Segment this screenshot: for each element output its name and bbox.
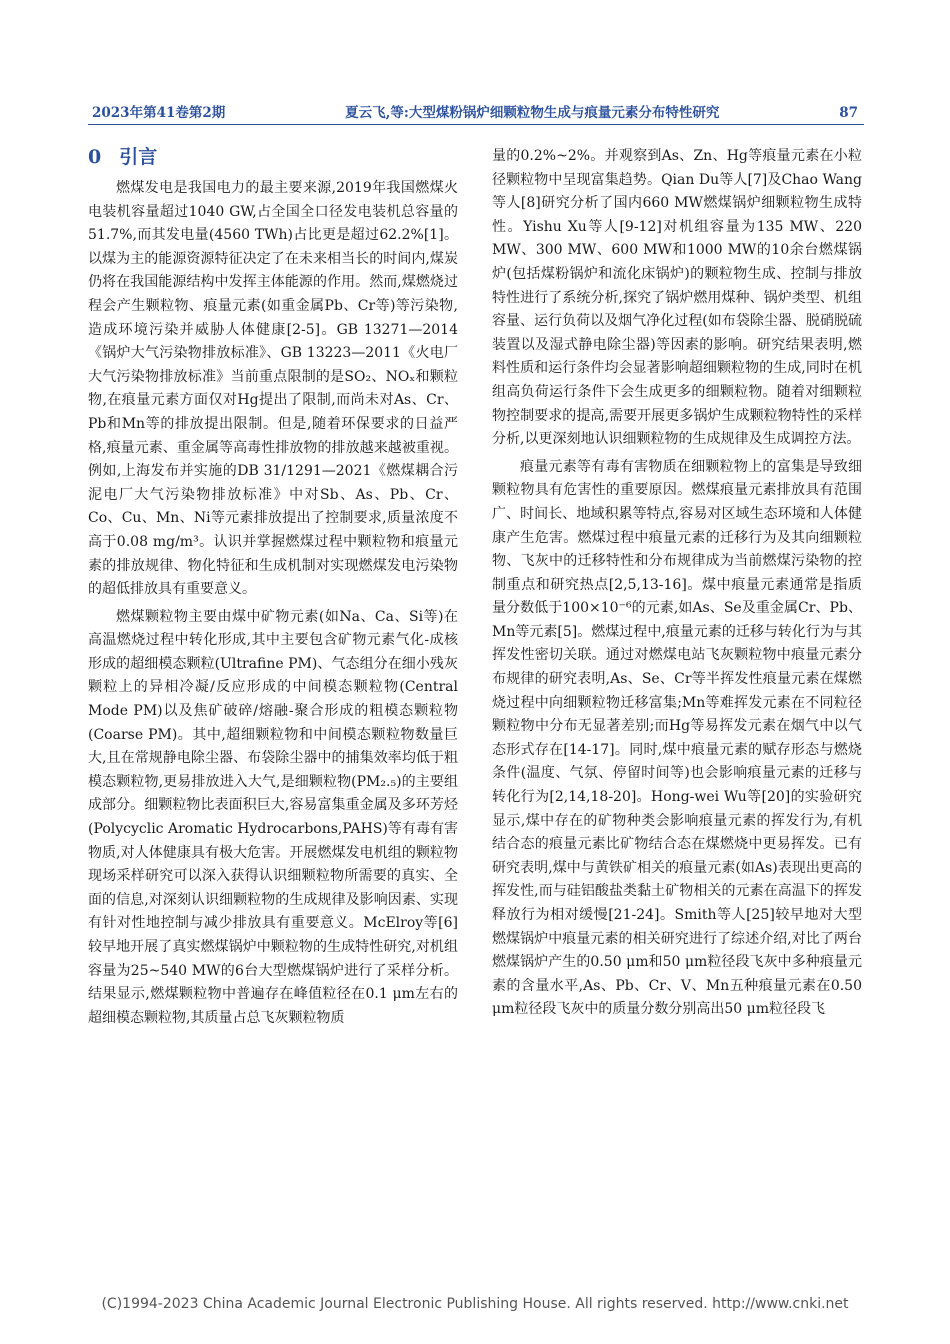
header-rule	[88, 124, 864, 125]
section-heading	[88, 145, 458, 169]
page-number: 87	[839, 105, 858, 121]
running-title: 夏云飞,等:大型煤粉锅炉细颗粒物生成与痕量元素分布特性研究	[345, 105, 720, 121]
journal-issue: 2023年第41卷第2期	[92, 105, 226, 121]
paragraph: 痕量元素等有毒有害物质在细颗粒物上的富集是导致细颗粒物具有危害性的重要原因。燃煤痕量元素排放具有范围广、时间长、地域积累等特点,容易对区域生态环境和人体健康产生危害。燃煤过程中痕量元素的迁移行为及其向细颗粒物、飞灰中的迁移特性和分布规律成为当前燃煤污染物的控制重点和研究热点[2,5,13-16]。煤中痕量元素通常是指质量分数低于100×10⁻⁶的元素,如As、Se及重金属Cr、Pb、Mn等元素[5]。燃煤过程中,痕量元素的迁移与转化行为与其挥发性密切关联。通过对燃煤电站飞灰颗粒物中痕量元素分布规律的研究表明,As、Se、Cr等半挥发性痕量元素在煤燃烧过程中向细颗粒物迁移富集;Mn等难挥发元素在不同粒径颗粒物中分布无显著差别;而Hg等易挥发元素在烟气中以气态形式存在[14-17]。同时,煤中痕量元素的赋存形态与燃烧条件(温度、气氛、停留时间等)也会影响痕量元素的迁移与转化行为[2,14,18-20]。Hong-wei Wu等[20]的实验研究显示,煤中存在的矿物种类会影响痕量元素的挥发行为,有机结合态的痕量元素比矿物结合态在煤燃烧中更易挥发。已有研究表明,煤中与黄铁矿相关的痕量元素(如As)表现出更高的挥发性,而与硅铝酸盐类黏土矿物相关的元素在高温下的挥发释放行为相对缓慢[21-24]。Smith等人[25]较早地对大型燃煤锅炉中痕量元素的相关研究进行了综述介绍,对比了两台燃煤锅炉产生的0.50 μm和50 μm粒径段飞灰中多种痕量元素的含量水平,As、Pb、Cr、V、Mn五种痕量元素在0.50 μm粒径段飞灰中的质量分数分别高出50 μm粒径段飞	[492, 458, 862, 1018]
copyright-footer: (C)1994-2023 China Academic Journal Electronic Publishing House. All rights reserved. http://www.cnki.net	[101, 1296, 849, 1312]
running-header	[92, 97, 858, 121]
left-column	[88, 145, 458, 1034]
paragraph: 燃煤颗粒物主要由煤中矿物元素(如Na、Ca、Si等)在高温燃烧过程中转化形成,其中主要包含矿物元素气化-成核形成的超细模态颗粒(Ultrafine PM)、气态组分在细小残灰颗粒上的异相冷凝/反应形成的中间模态颗粒物(Central Mode PM)以及焦矿破碎/熔融-聚合形成的粗模态颗粒物(Coarse PM)。其中,超细颗粒物和中间模态颗粒物数量巨大,且在常规静电除尘器、布袋除尘器中的捕集效率均低于粗模态颗粒物,更易排放进入大气,是细颗粒物(PM₂.₅)的主要组成部分。细颗粒物比表面积巨大,容易富集重金属及多环芳烃(Polycyclic Aromatic Hydrocarbons,PAHS)等有毒有害物质,对人体健康具有极大危害。开展燃煤发电机组的颗粒物现场采样研究可以深入获得认识细颗粒物所需要的真实、全面的信息,对深刻认识细颗粒物的生成规律及影响因素、实现有针对性地控制与减少排放具有重要意义。McElroy等[6]较早地开展了真实燃煤锅炉中颗粒物的生成特性研究,对机组容量为25~540 MW的6台大型燃煤锅炉进行了采样分析。结果显示,燃煤颗粒物中普遍存在峰值粒径在0.1 μm左右的超细模态颗粒物,其质量占总飞灰颗粒物质	[88, 608, 458, 1026]
section-title: 引言	[119, 146, 158, 168]
paragraph-continued: 量的0.2%~2%。并观察到As、Zn、Hg等痕量元素在小粒径颗粒物中呈现富集趋势。Qian Du等人[7]及Chao Wang等人[8]研究分析了国内660 MW燃煤锅炉细颗粒物生成特性。Yishu Xu等人[9-12]对机组容量为135 MW、220 MW、300 MW、600 MW和1000 MW的10余台燃煤锅炉(包括煤粉锅炉和流化床锅炉)的颗粒物生成、控制与排放特性进行了系统分析,探究了锅炉燃用煤种、锅炉类型、机组容量、运行负荷以及烟气净化过程(如布袋除尘器、脱硝脱硫装置以及湿式静电除尘器)等因素的影响。研究结果表明,燃料性质和运行条件均会显著影响超细颗粒物的生成,同时在机组高负荷运行条件下会生成更多的细颗粒物。随着对细颗粒物控制要求的提高,需要开展更多锅炉生成颗粒物特性的采样分析,以更深刻地认识细颗粒物的生成规律及生成调控方法。	[492, 148, 862, 448]
right-column	[492, 145, 862, 1026]
paragraph: 燃煤发电是我国电力的最主要来源,2019年我国燃煤火电装机容量超过1040 GW,占全国全口径发电装机总容量的51.7%,而其发电量(4560 TWh)占比更是超过62.2%[1]。以煤为主的能源资源特征决定了在未来相当长的时间内,煤炭仍将在我国能源结构中发挥主体能源的作用。然而,煤燃烧过程会产生颗粒物、痕量元素(如重金属Pb、Cr等)等污染物,造成环境污染并威胁人体健康[2-5]。GB 13271—2014《锅炉大气污染物排放标准》、GB 13223—2011《火电厂大气污染物排放标准》当前重点限制的是SO₂、NOₓ和颗粒物,在痕量元素方面仅对Hg提出了限制,而尚未对As、Cr、Pb和Mn等的排放提出限制。但是,随着环保要求的日益严格,痕量元素、重金属等高毒性排放物的排放越来越被重视。例如,上海发布并实施的DB 31/1291—2021《燃煤耦合污泥电厂大气污染物排放标准》中对Sb、As、Pb、Cr、Co、Cu、Mn、Ni等元素排放提出了控制要求,质量浓度不高于0.08 mg/m³。认识并掌握燃煤过程中颗粒物和痕量元素的排放规律、物化特征和生成机制对实现燃煤发电污染物的超低排放具有重要意义。	[88, 180, 458, 598]
section-number: 0	[88, 146, 102, 168]
